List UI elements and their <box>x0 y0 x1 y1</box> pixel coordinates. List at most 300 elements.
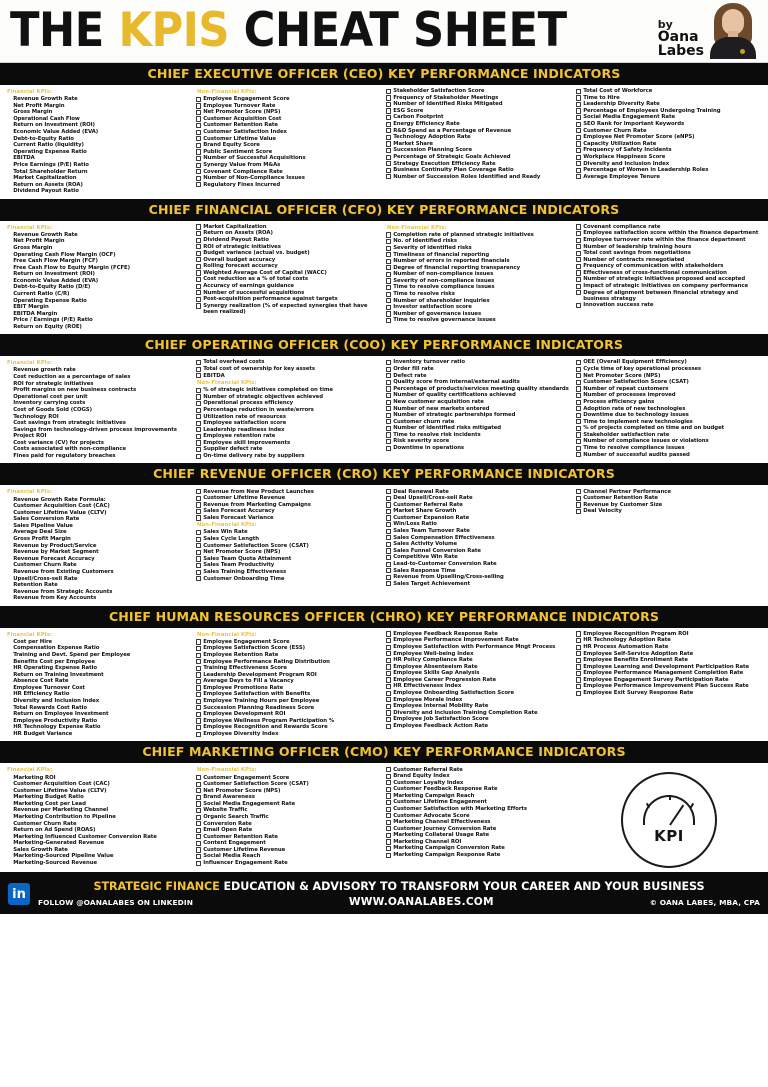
checkbox-icon[interactable] <box>386 386 391 391</box>
checkbox-icon[interactable] <box>386 360 391 365</box>
checkbox-icon[interactable] <box>576 264 581 269</box>
kpi-item[interactable] <box>576 224 762 231</box>
kpi-item[interactable] <box>6 232 192 239</box>
checkbox-icon[interactable] <box>386 155 391 160</box>
kpi-item[interactable] <box>6 645 192 652</box>
kpi-item[interactable] <box>6 801 192 808</box>
kpi-item[interactable] <box>6 96 192 103</box>
kpi-item[interactable] <box>196 556 382 563</box>
checkbox-icon[interactable] <box>386 426 391 431</box>
kpi-item[interactable] <box>576 502 762 509</box>
kpi-item[interactable] <box>386 852 572 859</box>
kpi-item[interactable] <box>386 425 572 432</box>
kpi-item[interactable] <box>196 96 382 103</box>
kpi-item[interactable] <box>576 412 762 419</box>
checkbox-icon[interactable] <box>576 406 581 411</box>
kpi-item[interactable] <box>386 664 572 671</box>
checkbox-icon[interactable] <box>576 677 581 682</box>
kpi-item[interactable] <box>196 495 382 502</box>
checkbox-icon[interactable] <box>196 653 201 658</box>
kpi-item[interactable] <box>386 786 572 793</box>
kpi-item[interactable] <box>576 250 762 257</box>
kpi-item[interactable] <box>6 149 192 156</box>
kpi-item[interactable] <box>576 270 762 277</box>
checkbox-icon[interactable] <box>576 115 581 120</box>
checkbox-icon[interactable] <box>386 833 391 838</box>
checkbox-icon[interactable] <box>386 568 391 573</box>
kpi-item[interactable] <box>386 121 572 128</box>
kpi-item[interactable] <box>576 263 762 270</box>
kpi-item[interactable] <box>196 296 382 303</box>
kpi-item[interactable] <box>196 413 382 420</box>
kpi-item[interactable] <box>6 556 192 563</box>
checkbox-icon[interactable] <box>196 732 201 737</box>
kpi-item[interactable] <box>386 127 572 134</box>
kpi-item[interactable] <box>386 141 572 148</box>
kpi-item[interactable] <box>6 840 192 847</box>
checkbox-icon[interactable] <box>386 807 391 812</box>
kpi-item[interactable] <box>196 658 382 665</box>
kpi-item[interactable] <box>576 392 762 399</box>
kpi-item[interactable] <box>576 670 762 677</box>
kpi-item[interactable] <box>386 515 572 522</box>
kpi-item[interactable] <box>196 270 382 277</box>
kpi-item[interactable] <box>386 284 572 291</box>
checkbox-icon[interactable] <box>196 284 201 289</box>
checkbox-icon[interactable] <box>386 115 391 120</box>
checkbox-icon[interactable] <box>386 446 391 451</box>
kpi-item[interactable] <box>196 672 382 679</box>
kpi-item[interactable] <box>576 366 762 373</box>
kpi-item[interactable] <box>386 508 572 515</box>
kpi-item[interactable] <box>6 523 192 530</box>
checkbox-icon[interactable] <box>386 232 391 237</box>
kpi-item[interactable] <box>386 567 572 574</box>
kpi-item[interactable] <box>196 283 382 290</box>
checkbox-icon[interactable] <box>386 148 391 153</box>
kpi-item[interactable] <box>6 453 192 460</box>
kpi-item[interactable] <box>196 289 382 296</box>
kpi-item[interactable] <box>6 400 192 407</box>
kpi-item[interactable] <box>386 147 572 154</box>
kpi-item[interactable] <box>6 847 192 854</box>
kpi-item[interactable] <box>196 142 382 149</box>
checkbox-icon[interactable] <box>196 801 201 806</box>
kpi-item[interactable] <box>6 420 192 427</box>
checkbox-icon[interactable] <box>576 174 581 179</box>
kpi-item[interactable] <box>196 840 382 847</box>
checkbox-icon[interactable] <box>386 522 391 527</box>
kpi-item[interactable] <box>386 574 572 581</box>
kpi-item[interactable] <box>196 394 382 401</box>
checkbox-icon[interactable] <box>576 122 581 127</box>
checkbox-icon[interactable] <box>576 400 581 405</box>
kpi-item[interactable] <box>386 258 572 265</box>
kpi-item[interactable] <box>576 243 762 250</box>
checkbox-icon[interactable] <box>196 659 201 664</box>
checkbox-icon[interactable] <box>196 679 201 684</box>
checkbox-icon[interactable] <box>196 103 201 108</box>
kpi-item[interactable] <box>6 820 192 827</box>
kpi-item[interactable] <box>196 359 382 366</box>
kpi-item[interactable] <box>576 230 762 237</box>
kpi-item[interactable] <box>196 400 382 407</box>
kpi-item[interactable] <box>576 650 762 657</box>
kpi-item[interactable] <box>386 114 572 121</box>
checkbox-icon[interactable] <box>386 265 391 270</box>
checkbox-icon[interactable] <box>576 95 581 100</box>
kpi-item[interactable] <box>6 129 192 136</box>
kpi-item[interactable] <box>196 645 382 652</box>
kpi-item[interactable] <box>386 677 572 684</box>
checkbox-icon[interactable] <box>576 244 581 249</box>
kpi-item[interactable] <box>6 433 192 440</box>
checkbox-icon[interactable] <box>576 284 581 289</box>
kpi-item[interactable] <box>6 291 192 298</box>
footer-follow[interactable]: FOLLOW @OANALABES ON LINKEDIN <box>38 897 194 907</box>
kpi-item[interactable] <box>386 291 572 298</box>
checkbox-icon[interactable] <box>386 664 391 669</box>
kpi-item[interactable] <box>196 542 382 549</box>
kpi-item[interactable] <box>196 230 382 237</box>
checkbox-icon[interactable] <box>196 270 201 275</box>
kpi-item[interactable] <box>386 174 572 181</box>
kpi-item[interactable] <box>386 399 572 406</box>
kpi-item[interactable] <box>576 373 762 380</box>
kpi-item[interactable] <box>196 536 382 543</box>
kpi-item[interactable] <box>6 834 192 841</box>
checkbox-icon[interactable] <box>576 89 581 94</box>
kpi-item[interactable] <box>386 696 572 703</box>
checkbox-icon[interactable] <box>386 515 391 520</box>
kpi-item[interactable] <box>386 311 572 318</box>
kpi-item[interactable] <box>576 495 762 502</box>
kpi-item[interactable] <box>386 265 572 272</box>
checkbox-icon[interactable] <box>196 388 201 393</box>
checkbox-icon[interactable] <box>196 861 201 866</box>
kpi-item[interactable] <box>6 238 192 245</box>
checkbox-icon[interactable] <box>576 386 581 391</box>
checkbox-icon[interactable] <box>196 646 201 651</box>
kpi-item[interactable] <box>6 562 192 569</box>
kpi-item[interactable] <box>6 595 192 602</box>
kpi-item[interactable] <box>196 237 382 244</box>
kpi-item[interactable] <box>196 529 382 536</box>
checkbox-icon[interactable] <box>386 509 391 514</box>
kpi-item[interactable] <box>576 690 762 697</box>
kpi-item[interactable] <box>6 317 192 324</box>
kpi-item[interactable] <box>576 438 762 445</box>
kpi-item[interactable] <box>196 718 382 725</box>
checkbox-icon[interactable] <box>386 671 391 676</box>
kpi-item[interactable] <box>6 162 192 169</box>
checkbox-icon[interactable] <box>576 638 581 643</box>
kpi-item[interactable] <box>576 379 762 386</box>
kpi-item[interactable] <box>386 160 572 167</box>
checkbox-icon[interactable] <box>196 666 201 671</box>
kpi-item[interactable] <box>386 773 572 780</box>
checkbox-icon[interactable] <box>386 367 391 372</box>
checkbox-icon[interactable] <box>386 555 391 560</box>
kpi-item[interactable] <box>576 88 762 95</box>
kpi-item[interactable] <box>6 807 192 814</box>
checkbox-icon[interactable] <box>576 373 581 378</box>
checkbox-icon[interactable] <box>386 502 391 507</box>
checkbox-icon[interactable] <box>196 116 201 121</box>
kpi-item[interactable] <box>6 311 192 318</box>
checkbox-icon[interactable] <box>196 182 201 187</box>
kpi-item[interactable] <box>386 366 572 373</box>
checkbox-icon[interactable] <box>576 360 581 365</box>
kpi-item[interactable] <box>196 502 382 509</box>
kpi-item[interactable] <box>196 711 382 718</box>
kpi-item[interactable] <box>386 238 572 245</box>
kpi-item[interactable] <box>6 788 192 795</box>
checkbox-icon[interactable] <box>196 692 201 697</box>
kpi-item[interactable] <box>6 724 192 731</box>
checkbox-icon[interactable] <box>386 168 391 173</box>
checkbox-icon[interactable] <box>386 128 391 133</box>
checkbox-icon[interactable] <box>386 102 391 107</box>
checkbox-icon[interactable] <box>576 496 581 501</box>
kpi-item[interactable] <box>6 503 192 510</box>
kpi-item[interactable] <box>196 569 382 576</box>
kpi-item[interactable] <box>576 101 762 108</box>
kpi-item[interactable] <box>386 644 572 651</box>
checkbox-icon[interactable] <box>196 841 201 846</box>
kpi-item[interactable] <box>576 108 762 115</box>
kpi-item[interactable] <box>6 142 192 149</box>
kpi-item[interactable] <box>386 488 572 495</box>
kpi-item[interactable] <box>6 155 192 162</box>
kpi-item[interactable] <box>196 691 382 698</box>
checkbox-icon[interactable] <box>576 231 581 236</box>
checkbox-icon[interactable] <box>196 795 201 800</box>
kpi-item[interactable] <box>6 575 192 582</box>
checkbox-icon[interactable] <box>576 452 581 457</box>
checkbox-icon[interactable] <box>196 847 201 852</box>
kpi-item[interactable] <box>196 807 382 814</box>
checkbox-icon[interactable] <box>196 576 201 581</box>
checkbox-icon[interactable] <box>196 563 201 568</box>
kpi-item[interactable] <box>386 419 572 426</box>
kpi-item[interactable] <box>576 432 762 439</box>
checkbox-icon[interactable] <box>386 638 391 643</box>
kpi-item[interactable] <box>6 122 192 129</box>
checkbox-icon[interactable] <box>386 645 391 650</box>
checkbox-icon[interactable] <box>196 821 201 826</box>
checkbox-icon[interactable] <box>196 489 201 494</box>
kpi-item[interactable] <box>196 250 382 257</box>
kpi-item[interactable] <box>196 407 382 414</box>
checkbox-icon[interactable] <box>196 556 201 561</box>
checkbox-icon[interactable] <box>576 108 581 113</box>
checkbox-icon[interactable] <box>196 360 201 365</box>
kpi-item[interactable] <box>196 168 382 175</box>
kpi-item[interactable] <box>6 704 192 711</box>
checkbox-icon[interactable] <box>576 691 581 696</box>
kpi-item[interactable] <box>386 819 572 826</box>
kpi-item[interactable] <box>576 419 762 426</box>
kpi-item[interactable] <box>196 122 382 129</box>
checkbox-icon[interactable] <box>196 828 201 833</box>
checkbox-icon[interactable] <box>196 297 201 302</box>
checkbox-icon[interactable] <box>196 130 201 135</box>
checkbox-icon[interactable] <box>386 717 391 722</box>
kpi-item[interactable] <box>386 386 572 393</box>
kpi-item[interactable] <box>6 639 192 646</box>
checkbox-icon[interactable] <box>196 277 201 282</box>
checkbox-icon[interactable] <box>386 292 391 297</box>
kpi-item[interactable] <box>6 860 192 867</box>
kpi-item[interactable] <box>196 420 382 427</box>
checkbox-icon[interactable] <box>576 135 581 140</box>
checkbox-icon[interactable] <box>196 394 201 399</box>
checkbox-icon[interactable] <box>576 290 581 295</box>
kpi-item[interactable] <box>196 243 382 250</box>
kpi-item[interactable] <box>386 845 572 852</box>
kpi-item[interactable] <box>576 637 762 644</box>
kpi-item[interactable] <box>576 276 762 283</box>
kpi-item[interactable] <box>576 386 762 393</box>
kpi-item[interactable] <box>196 860 382 867</box>
kpi-item[interactable] <box>386 245 572 252</box>
checkbox-icon[interactable] <box>386 246 391 251</box>
checkbox-icon[interactable] <box>576 393 581 398</box>
kpi-item[interactable] <box>196 366 382 373</box>
kpi-item[interactable] <box>576 508 762 515</box>
kpi-item[interactable] <box>196 116 382 123</box>
kpi-item[interactable] <box>386 88 572 95</box>
kpi-item[interactable] <box>6 135 192 142</box>
checkbox-icon[interactable] <box>576 380 581 385</box>
checkbox-icon[interactable] <box>196 169 201 174</box>
checkbox-icon[interactable] <box>386 853 391 858</box>
checkbox-icon[interactable] <box>196 401 201 406</box>
checkbox-icon[interactable] <box>576 128 581 133</box>
checkbox-icon[interactable] <box>196 290 201 295</box>
checkbox-icon[interactable] <box>196 509 201 514</box>
checkbox-icon[interactable] <box>196 685 201 690</box>
kpi-item[interactable] <box>196 129 382 136</box>
checkbox-icon[interactable] <box>196 808 201 813</box>
kpi-item[interactable] <box>386 548 572 555</box>
kpi-item[interactable] <box>196 549 382 556</box>
kpi-item[interactable] <box>196 704 382 711</box>
kpi-item[interactable] <box>196 781 382 788</box>
checkbox-icon[interactable] <box>576 251 581 256</box>
kpi-item[interactable] <box>386 716 572 723</box>
kpi-item[interactable] <box>386 839 572 846</box>
kpi-item[interactable] <box>386 271 572 278</box>
checkbox-icon[interactable] <box>576 671 581 676</box>
checkbox-icon[interactable] <box>196 543 201 548</box>
checkbox-icon[interactable] <box>196 257 201 262</box>
checkbox-icon[interactable] <box>386 820 391 825</box>
checkbox-icon[interactable] <box>196 705 201 710</box>
checkbox-icon[interactable] <box>386 393 391 398</box>
checkbox-icon[interactable] <box>196 224 201 229</box>
kpi-item[interactable] <box>576 677 762 684</box>
checkbox-icon[interactable] <box>576 502 581 507</box>
checkbox-icon[interactable] <box>386 278 391 283</box>
checkbox-icon[interactable] <box>196 264 201 269</box>
checkbox-icon[interactable] <box>386 691 391 696</box>
kpi-item[interactable] <box>196 257 382 264</box>
kpi-item[interactable] <box>196 433 382 440</box>
checkbox-icon[interactable] <box>196 143 201 148</box>
checkbox-icon[interactable] <box>196 447 201 452</box>
checkbox-icon[interactable] <box>386 846 391 851</box>
kpi-item[interactable] <box>6 381 192 388</box>
linkedin-icon[interactable]: in <box>8 883 30 905</box>
kpi-item[interactable] <box>386 304 572 311</box>
kpi-item[interactable] <box>6 103 192 110</box>
kpi-item[interactable] <box>576 445 762 452</box>
checkbox-icon[interactable] <box>386 413 391 418</box>
kpi-item[interactable] <box>196 303 382 316</box>
checkbox-icon[interactable] <box>576 155 581 160</box>
checkbox-icon[interactable] <box>386 774 391 779</box>
kpi-item[interactable] <box>6 446 192 453</box>
kpi-item[interactable] <box>196 276 382 283</box>
kpi-item[interactable] <box>386 167 572 174</box>
checkbox-icon[interactable] <box>196 530 201 535</box>
kpi-item[interactable] <box>6 678 192 685</box>
checkbox-icon[interactable] <box>196 712 201 717</box>
checkbox-icon[interactable] <box>386 575 391 580</box>
checkbox-icon[interactable] <box>196 163 201 168</box>
checkbox-icon[interactable] <box>576 102 581 107</box>
kpi-item[interactable] <box>386 766 572 773</box>
kpi-item[interactable] <box>196 508 382 515</box>
checkbox-icon[interactable] <box>386 298 391 303</box>
kpi-item[interactable] <box>386 812 572 819</box>
kpi-item[interactable] <box>576 451 762 458</box>
checkbox-icon[interactable] <box>196 149 201 154</box>
kpi-item[interactable] <box>6 691 192 698</box>
kpi-item[interactable] <box>6 516 192 523</box>
checkbox-icon[interactable] <box>386 272 391 277</box>
checkbox-icon[interactable] <box>576 631 581 636</box>
kpi-item[interactable] <box>196 224 382 231</box>
kpi-item[interactable] <box>6 711 192 718</box>
kpi-item[interactable] <box>6 589 192 596</box>
kpi-item[interactable] <box>6 814 192 821</box>
checkbox-icon[interactable] <box>386 767 391 772</box>
kpi-item[interactable] <box>196 263 382 270</box>
checkbox-icon[interactable] <box>386 562 391 567</box>
checkbox-icon[interactable] <box>196 788 201 793</box>
kpi-item[interactable] <box>576 488 762 495</box>
kpi-item[interactable] <box>386 541 572 548</box>
checkbox-icon[interactable] <box>196 367 201 372</box>
kpi-item[interactable] <box>386 657 572 664</box>
kpi-item[interactable] <box>576 683 762 690</box>
checkbox-icon[interactable] <box>386 373 391 378</box>
kpi-item[interactable] <box>386 445 572 452</box>
checkbox-icon[interactable] <box>386 684 391 689</box>
kpi-item[interactable] <box>6 685 192 692</box>
kpi-item[interactable] <box>576 154 762 161</box>
kpi-item[interactable] <box>196 182 382 189</box>
kpi-item[interactable] <box>576 160 762 167</box>
kpi-item[interactable] <box>6 413 192 420</box>
checkbox-icon[interactable] <box>386 432 391 437</box>
checkbox-icon[interactable] <box>196 502 201 507</box>
checkbox-icon[interactable] <box>196 110 201 115</box>
kpi-item[interactable] <box>576 289 762 302</box>
